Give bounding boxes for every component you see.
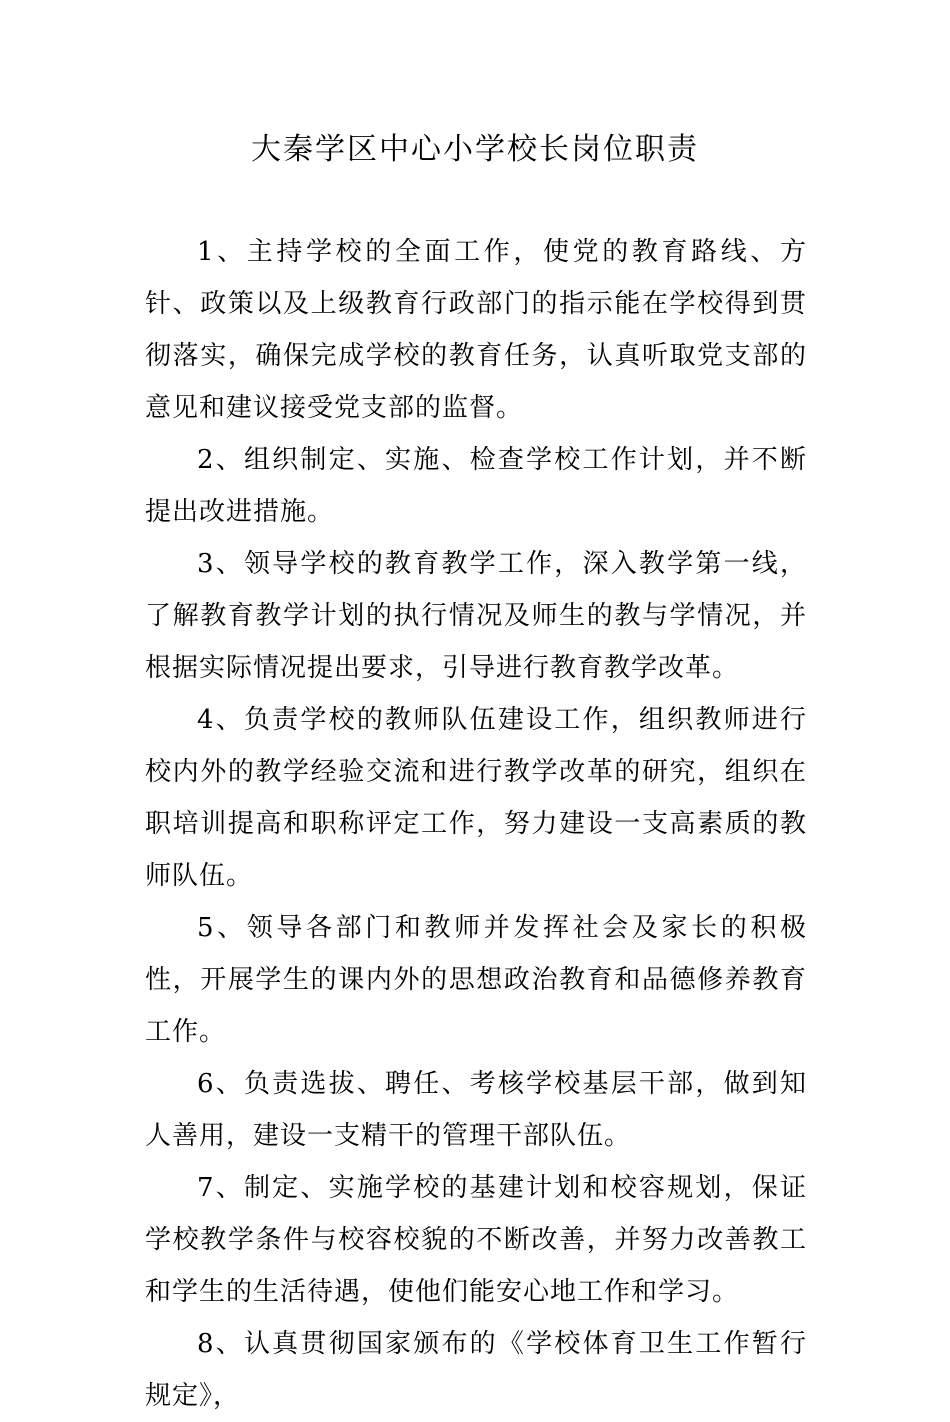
paragraph-6: 6、负责选拔、聘任、考核学校基层干部，做到知人善用，建设一支精干的管理干部队伍。 xyxy=(145,1069,807,1151)
paragraph-1: 1、主持学校的全面工作，使党的教育路线、方针、政策以及上级教育行政部门的指示能在学校得到贯彻落实，确保完成学校的教育任务，认真听取党支部的意见和建议接受党支部的监督。 xyxy=(145,237,807,423)
paragraph-8: 8、认真贯彻国家颁布的《学校体育卫生工作暂行规定》， xyxy=(145,1329,807,1411)
document-title: 大秦学区中心小学校长岗位职责 xyxy=(251,132,699,167)
paragraph-3: 3、领导学校的教育教学工作，深入教学第一线，了解教育教学计划的执行情况及师生的教与学情况，并根据实际情况提出要求，引导进行教育教学改革。 xyxy=(145,549,807,683)
paragraph-7: 7、制定、实施学校的基建计划和校容规划，保证学校教学条件与校容校貌的不断改善，并努力改善教工和学生的生活待遇，使他们能安心地工作和学习。 xyxy=(145,1173,807,1307)
paragraph-4: 4、负责学校的教师队伍建设工作，组织教师进行校内外的教学经验交流和进行教学改革的研究，组织在职培训提高和职称评定工作，努力建设一支高素质的教师队伍。 xyxy=(145,705,807,891)
document-body xyxy=(145,226,807,1422)
paragraph-5: 5、领导各部门和教师并发挥社会及家长的积极性，开展学生的课内外的思想政治教育和品德修养教育工作。 xyxy=(145,913,807,1047)
paragraph-2: 2、组织制定、实施、检查学校工作计划，并不断提出改进措施。 xyxy=(145,445,807,527)
